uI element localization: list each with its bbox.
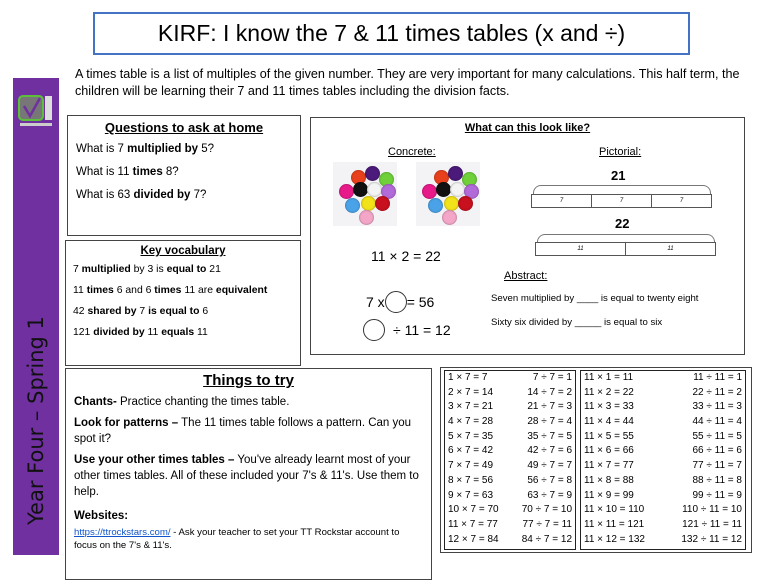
bold-term: times (154, 285, 182, 296)
bar1-brace (533, 185, 711, 194)
intro-text: A times table is a list of multiples of the given number. They are very important for many calculations. This half term, the children will be learning their 7 and 11 times tables including the division facts. (75, 67, 740, 98)
button-circle (353, 182, 368, 197)
bold-term: multiplied by (127, 143, 199, 155)
multiplication-fact: 1 × 7 = 7 (448, 372, 488, 383)
multiplication-fact: 11 × 5 = 55 (584, 430, 634, 442)
bar2-total: 22 (615, 216, 630, 231)
vocabulary-item (73, 306, 293, 317)
multiplication-fact: 8 × 7 = 56 (448, 474, 494, 486)
button-circle (365, 166, 380, 181)
questions-heading: Questions to ask at home (104, 120, 264, 135)
division-fact: 22 ÷ 11 = 2 (692, 386, 742, 398)
text-segment: 7? (190, 189, 207, 201)
abstract-sentence-2: Sixty six divided by _____ is equal to six (491, 317, 663, 328)
division-fact: 110 ÷ 11 = 10 (682, 504, 742, 516)
bold-term: times (132, 166, 163, 178)
division-fact: 56 ÷ 7 = 8 (527, 474, 572, 486)
table-row (445, 518, 575, 533)
table-row (445, 400, 575, 415)
division-fact: 77 ÷ 7 = 11 (522, 518, 572, 530)
multiplication-fact: 3 × 7 = 21 (448, 401, 494, 413)
website-line (74, 526, 423, 552)
eq1-left: 7 x (366, 294, 385, 310)
bold-term: Look for patterns – (74, 417, 179, 429)
multiplication-fact: 9 × 7 = 63 (448, 489, 494, 501)
text-segment: Practice chanting the times table. (116, 396, 290, 408)
division-fact: 121 ÷ 11 = 11 (682, 518, 742, 530)
question-item (76, 189, 292, 201)
seven-times-table (444, 370, 576, 550)
multiplication-fact: 11 × 3 = 33 (584, 401, 634, 413)
ttrockstars-link[interactable]: https://ttrockstars.com/ (74, 527, 171, 538)
questions-box (67, 115, 301, 236)
button-circle (428, 198, 443, 213)
bold-term: Chants- (74, 396, 117, 408)
text-segment: 121 (73, 327, 94, 338)
bold-term: equals (161, 327, 195, 338)
table-row (445, 386, 575, 401)
division-fact: 33 ÷ 11 = 3 (692, 401, 742, 413)
multiplication-fact: 11 × 1 = 11 (584, 372, 634, 383)
school-logo (18, 94, 54, 128)
bold-term: equal to (166, 264, 207, 275)
times-tables-panel (440, 367, 752, 553)
vocabulary-heading: Key vocabulary (140, 245, 226, 257)
bar-part: 7 (532, 195, 592, 207)
table-row (581, 386, 745, 401)
table-row (445, 503, 575, 518)
text-segment: 21 (206, 264, 221, 275)
multiplication-fact: 11 × 4 = 44 (584, 416, 634, 428)
abstract-label: Abstract: (504, 270, 548, 282)
bold-term: is equal to (148, 306, 200, 317)
vocabulary-item (73, 285, 293, 296)
bold-term: divided by (93, 327, 145, 338)
eq1-right: = 56 (406, 294, 435, 310)
bold-term: shared by (87, 306, 137, 317)
bold-term: equivalent (215, 285, 268, 296)
multiplication-fact: 11 × 11 = 121 (584, 518, 645, 530)
table-row (445, 489, 575, 504)
blank-circle (363, 319, 385, 341)
division-fact: 132 ÷ 11 = 12 (681, 533, 742, 545)
bold-term: Use your other times tables – (74, 454, 235, 466)
text-segment: 11 (73, 285, 87, 296)
look-heading: What can this look like? (464, 122, 591, 134)
multiplication-fact: 2 × 7 = 14 (448, 386, 494, 398)
table-row (445, 459, 575, 474)
text-segment: 6 and 6 (113, 285, 155, 296)
button-circle (339, 184, 354, 199)
table-row (445, 474, 575, 489)
division-fact: 88 ÷ 11 = 8 (692, 474, 742, 486)
eleven-times-table (580, 370, 746, 550)
things-heading: Things to try (203, 372, 294, 389)
vocabulary-item (73, 327, 293, 338)
multiplication-fact: 11 × 12 = 132 (584, 533, 645, 545)
buttons-image-1 (333, 162, 397, 226)
bold-term: times (86, 285, 114, 296)
division-fact: 49 ÷ 7 = 7 (527, 460, 572, 472)
sidebar (13, 78, 59, 555)
website-description: - Ask your teacher to set your TT Rockstar account to focus on the 7's & 11's. (74, 527, 400, 551)
things-to-try-box: Things to try Chants- Practice chanting the times table. Look for patterns – The 11 times table follows a pattern. Can you spot it? Use your other times tables – You've already learnt most of your other times tables. All of these included your 7's & 11's. Use them to help. Websites: https://ttrockstars.com/ - Ask your teacher to set your TT Rockstar account to focus on the 7's & 11's. (65, 368, 432, 580)
multiplication-fact: 10 × 7 = 70 (448, 504, 499, 516)
concrete-equation: 11 × 2 = 22 (371, 248, 441, 264)
division-fact: 42 ÷ 7 = 6 (527, 445, 572, 457)
multiplication-fact: 4 × 7 = 28 (448, 416, 494, 428)
button-circle (442, 210, 457, 225)
table-row (445, 415, 575, 430)
multiplication-fact: 11 × 10 = 110 (584, 504, 645, 516)
abstract-equation-1 (366, 291, 434, 313)
division-fact: 77 ÷ 11 = 7 (692, 460, 742, 472)
table-row (581, 371, 745, 386)
table-row (445, 533, 575, 548)
table-row (581, 518, 745, 533)
button-circle (444, 196, 459, 211)
table-row (445, 430, 575, 445)
button-circle (458, 196, 473, 211)
division-fact: 70 ÷ 7 = 10 (521, 504, 572, 516)
text-segment: by 3 is (130, 264, 167, 275)
text-segment: What is 63 (76, 189, 134, 201)
multiplication-fact: 6 × 7 = 42 (448, 445, 494, 457)
division-fact: 44 ÷ 11 = 4 (692, 416, 742, 428)
eq2-right: ÷ 11 = 12 (393, 322, 451, 338)
tip-item (74, 394, 423, 410)
text-segment: You've already learnt most of your other times tables. All of these included your 7's & 11's. Use them to help. (74, 454, 419, 498)
text-segment: 8? (162, 166, 179, 178)
multiplication-fact: 11 × 2 = 22 (584, 386, 634, 398)
button-circle (359, 210, 374, 225)
text-segment: 7 (136, 306, 149, 317)
bar-part: 11 (667, 246, 674, 252)
text-segment: 11 (194, 327, 208, 338)
division-fact: 21 ÷ 7 = 3 (527, 401, 572, 413)
multiplication-fact: 12 × 7 = 84 (448, 533, 499, 545)
bar-part: 11 (536, 243, 626, 255)
vocabulary-item (73, 264, 293, 275)
text-segment: 42 (73, 306, 88, 317)
text-segment: What is 11 (76, 166, 133, 178)
text-segment: 6 (199, 306, 209, 317)
year-term-label: Year Four – Spring 1 (24, 316, 48, 525)
button-circle (375, 196, 390, 211)
table-row (445, 444, 575, 459)
division-fact: 14 ÷ 7 = 2 (527, 386, 572, 398)
bold-term: multiplied (81, 264, 131, 275)
table-row (581, 430, 745, 445)
multiplication-fact: 11 × 7 = 77 (448, 518, 498, 530)
buttons-image-2 (416, 162, 480, 226)
table-row (581, 459, 745, 474)
table-row (581, 400, 745, 415)
abstract-equation-2 (363, 319, 451, 341)
tip-item (74, 452, 423, 500)
question-item (76, 166, 292, 178)
bar1-total: 21 (611, 168, 626, 183)
websites-label: Websites (74, 510, 125, 522)
bar-part: 7 (592, 195, 652, 207)
table-row (581, 489, 745, 504)
table-row (581, 415, 745, 430)
division-fact: 28 ÷ 7 = 4 (527, 416, 572, 428)
button-circle (345, 198, 360, 213)
multiplication-fact: 11 × 7 = 77 (584, 460, 634, 472)
button-circle (361, 196, 376, 211)
blank-circle (385, 291, 407, 313)
text-segment: 7 (73, 264, 82, 275)
table-row (581, 444, 745, 459)
what-can-this-look-like-box (310, 117, 745, 355)
multiplication-fact: 5 × 7 = 35 (448, 430, 494, 442)
concrete-label: Concrete: (388, 146, 436, 158)
bar-part: 7 (679, 198, 684, 204)
button-circle (422, 184, 437, 199)
text-segment: 11 (144, 327, 162, 338)
multiplication-fact: 11 × 9 = 99 (584, 489, 634, 501)
table-row (445, 371, 575, 386)
page-title: KIRF: I know the 7 & 11 times tables (x and ÷) (93, 12, 690, 55)
button-circle (367, 182, 382, 197)
abstract-sentence-1: Seven multiplied by ____ is equal to twenty eight (491, 293, 699, 304)
button-circle (450, 182, 465, 197)
button-circle (436, 182, 451, 197)
division-fact: 99 ÷ 11 = 9 (692, 489, 742, 501)
text-segment: What is 7 (76, 143, 128, 155)
table-row (581, 474, 745, 489)
text-segment: The 11 times table follows a pattern. Can you spot it? (74, 417, 412, 445)
division-fact: 35 ÷ 7 = 5 (527, 430, 572, 442)
pictorial-label: Pictorial: (599, 146, 642, 158)
table-row (581, 503, 745, 518)
division-fact: 7 ÷ 7 = 1 (532, 372, 572, 383)
division-fact: 66 ÷ 11 = 6 (692, 445, 742, 457)
multiplication-fact: 7 × 7 = 49 (448, 460, 494, 472)
division-fact: 11 ÷ 11 = 1 (693, 372, 742, 383)
question-item (76, 143, 292, 155)
bar-model-22 (535, 242, 716, 256)
vocabulary-box (65, 240, 301, 366)
table-row (581, 533, 745, 548)
text-segment: 5? (198, 143, 215, 155)
text-segment: 11 are (181, 285, 216, 296)
multiplication-fact: 11 × 8 = 88 (584, 474, 634, 486)
division-fact: 55 ÷ 11 = 5 (692, 430, 742, 442)
button-circle (448, 166, 463, 181)
division-fact: 84 ÷ 7 = 12 (521, 533, 572, 545)
bar-model-21 (531, 194, 712, 208)
division-fact: 63 ÷ 7 = 9 (527, 489, 572, 501)
bold-term: divided by (133, 189, 191, 201)
multiplication-fact: 11 × 6 = 66 (584, 445, 634, 457)
tip-item (74, 415, 423, 447)
